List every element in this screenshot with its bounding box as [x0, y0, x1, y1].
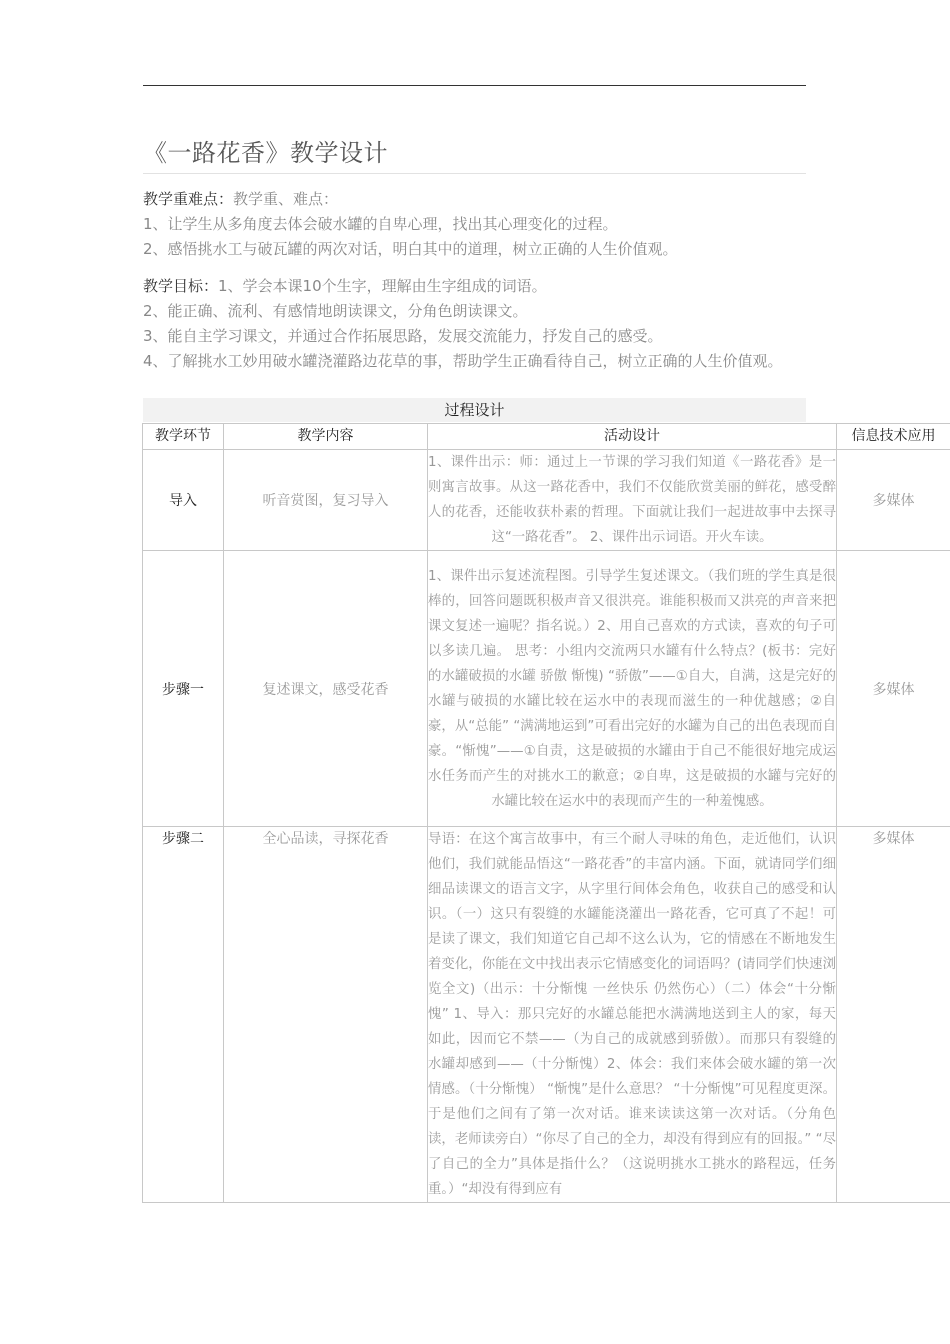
- objectives-section: [143, 274, 807, 374]
- row-activity: [428, 827, 837, 1203]
- row-content: 听音赏图，复习导入: [224, 450, 428, 551]
- table-row: [143, 827, 950, 1203]
- row-content: 全心品读，寻探花香: [224, 827, 428, 1203]
- header-step: 教学环节: [143, 424, 224, 450]
- table-row: [143, 551, 950, 827]
- header-tech: 信息技术应用: [837, 424, 950, 450]
- process-table: [142, 423, 950, 1203]
- header-activity: 活动设计: [428, 424, 837, 450]
- row-step: 导入: [143, 450, 224, 551]
- table-row: [143, 450, 950, 551]
- row-tech: 多媒体: [837, 551, 950, 827]
- page-title: 《一路花香》教学设计: [143, 139, 388, 167]
- title-divider: [143, 173, 806, 174]
- objective-item: 3、能自主学习课文，并通过合作拓展思路，发展交流能力，抒发自己的感受。: [143, 327, 663, 345]
- row-content: 复述课文，感受花香: [224, 551, 428, 827]
- difficulty-item: 2、感悟挑水工与破瓦罐的两次对话，明白其中的道理，树立正确的人生价值观。: [143, 240, 678, 258]
- process-title: 过程设计: [143, 398, 806, 422]
- difficulty-text: 教学重、难点：: [233, 190, 339, 208]
- header-content: 教学内容: [224, 424, 428, 450]
- row-activity: 1、课件出示：师：通过上一节课的学习我们知道《一路花香》是一则寓言故事。从这一路花香中，我们不仅能欣赏美丽的鲜花，感受醉人的花香，还能收获朴素的哲理。下面就让我们一起进故事中去探寻这“一路花香”。 2、课件出示词语。开火车读。: [428, 450, 837, 551]
- objectives-text: 1、学会本课10个生字，理解由生字组成的词语。: [218, 277, 547, 295]
- table-header-row: [143, 424, 950, 450]
- objectives-label: 教学目标：: [143, 277, 219, 295]
- difficulty-item: 1、让学生从多角度去体会破水罐的自卑心理，找出其心理变化的过程。: [143, 215, 618, 233]
- row-step: 步骤二: [143, 827, 224, 1203]
- objective-item: 2、能正确、流利、有感情地朗读课文，分角色朗读课文。: [143, 302, 528, 320]
- row-tech: 多媒体: [837, 450, 950, 551]
- row-activity: 1、课件出示复述流程图。引导学生复述课文。（我们班的学生真是很棒的，回答问题既积极声音又很洪亮。谁能积极而又洪亮的声音来把课文复述一遍呢？指名说。）2、用自己喜欢的方式读，喜欢的句子可以多读几遍。 思考：小组内交流两只水罐有什么特点？(板书：完好的水罐破损的水罐 骄傲 惭愧) “骄傲”——①自大，自满，这是完好的水罐与破损的水罐比较在运水中的表现而滋生的一种优越感；②自豪，从“总能” “满满地运到”可看出完好的水罐为自己的出色表现而自豪。“惭愧”——①自责，这是破损的水罐由于自己不能很好地完成运水任务而产生的对挑水工的歉意；②自卑，这是破损的水罐与完好的水罐比较在运水中的表现而产生的一种羞愧感。: [428, 551, 837, 827]
- difficulty-label: 教学重难点：: [143, 190, 234, 208]
- row-activity-text: 导语：在这个寓言故事中，有三个耐人寻味的角色，走近他们，认识他们，我们就能品悟这“一路花香”的丰富内涵。下面，就请同学们细细品读课文的语言文字，从字里行间体会角色，收获自己的感受和认识。（一）这只有裂缝的水罐能浇灌出一路花香，它可真了不起！可是读了课文，我们知道它自己却不这么认为，它的情感在不断地发生着变化，你能在文中找出表示它情感变化的词语吗？(请同学们快速浏览全文)（出示：十分惭愧 一丝快乐 仍然伤心）（二）体会“十分惭愧” 1、导入：那只完好的水罐总能把水满满地送到主人的家，每天如此，因而它不禁——（为自己的成就感到骄傲）。而那只有裂缝的水罐却感到——（十分惭愧）2、体会：我们来体会破水罐的第一次情感。（十分惭愧） “惭愧”是什么意思？ “十分惭愧”可见程度更深。于是他们之间有了第一次对话。谁来读读这第一次对话。（分角色读，老师读旁白）“你尽了自己的全力，却没有得到应有的回报。” “尽了自己的全力”具体是指什么？（这说明挑水工挑水的路程远，任务重。）“却没有得到应有: [428, 832, 836, 1197]
- row-tech: 多媒体: [837, 827, 950, 1203]
- top-rule: [143, 85, 806, 86]
- row-step: 步骤一: [143, 551, 224, 827]
- difficulty-section: [143, 187, 807, 262]
- objective-item: 4、了解挑水工妙用破水罐浇灌路边花草的事，帮助学生正确看待自己，树立正确的人生价值观。: [143, 352, 783, 370]
